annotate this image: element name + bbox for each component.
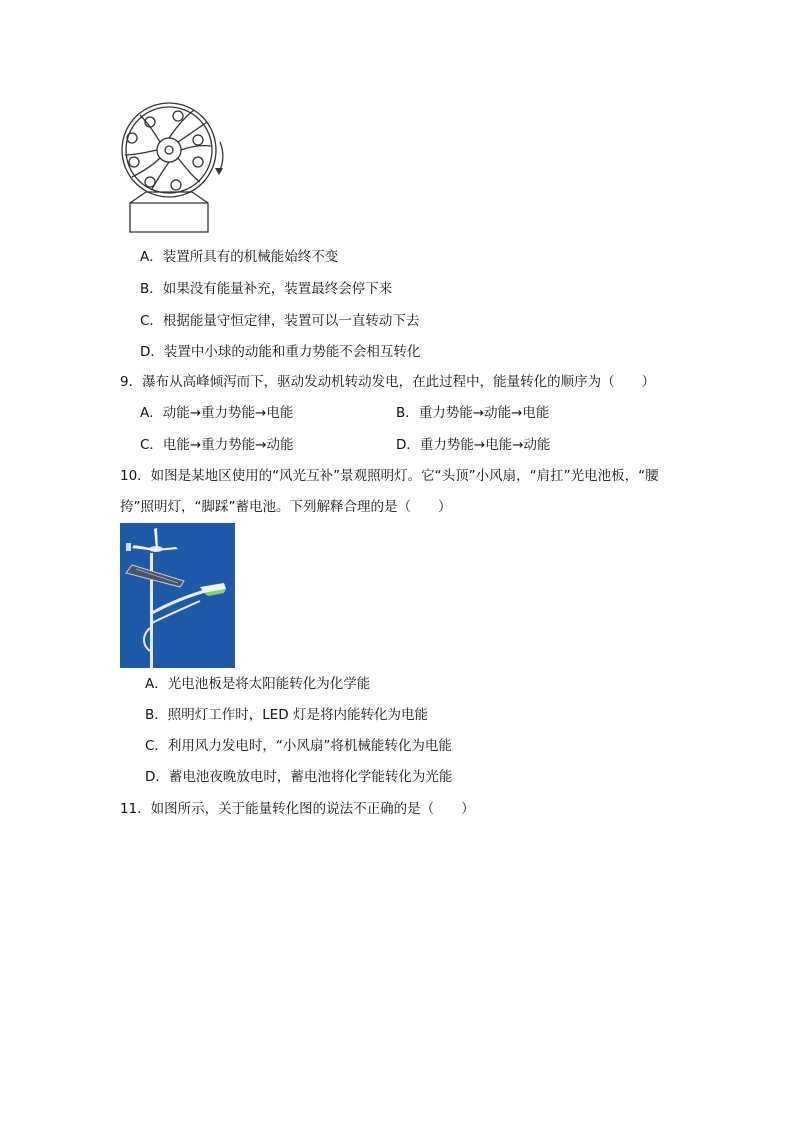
q8-option-a: A．装置所具有的机械能始终不变 bbox=[140, 249, 339, 265]
rotating-wheel-figure bbox=[112, 100, 232, 235]
q10-option-a: A．光电池板是将太阳能转化为化学能 bbox=[145, 676, 371, 692]
q10-stem-line2: 挎”照明灯，“脚踩”蓄电池。下列解释合理的是（ ） bbox=[120, 499, 452, 515]
q11-stem: 11．如图所示，关于能量转化图的说法不正确的是（ ） bbox=[120, 801, 475, 817]
q9-option-b: B．重力势能→动能→电能 bbox=[396, 405, 550, 421]
q10-option-b: B．照明灯工作时，LED 灯是将内能转化为电能 bbox=[145, 707, 428, 723]
q9-option-d: D．重力势能→电能→动能 bbox=[396, 437, 551, 453]
q8-option-b: B．如果没有能量补充，装置最终会停下来 bbox=[140, 281, 393, 297]
q9-option-a: A．动能→重力势能→电能 bbox=[140, 405, 294, 421]
q8-option-c: C．根据能量守恒定律，装置可以一直转动下去 bbox=[140, 313, 420, 329]
q8-option-d: D．装置中小球的动能和重力势能不会相互转化 bbox=[140, 344, 421, 360]
q10-option-c: C．利用风力发电时，“小风扇”将机械能转化为电能 bbox=[145, 738, 452, 754]
q9-option-c: C．电能→重力势能→动能 bbox=[140, 437, 294, 453]
q9-stem: 9．瀑布从高峰倾泻而下，驱动发动机转动发电，在此过程中，能量转化的顺序为（ ） bbox=[120, 374, 656, 390]
street-lamp-photo bbox=[120, 523, 235, 668]
q10-stem-line1: 10．如图是某地区使用的“风光互补”景观照明灯。它“头顶”小风扇，“肩扛”光电池板，“腰 bbox=[120, 468, 659, 484]
q10-option-d: D．蓄电池夜晚放电时，蓄电池将化学能转化为光能 bbox=[145, 769, 453, 785]
